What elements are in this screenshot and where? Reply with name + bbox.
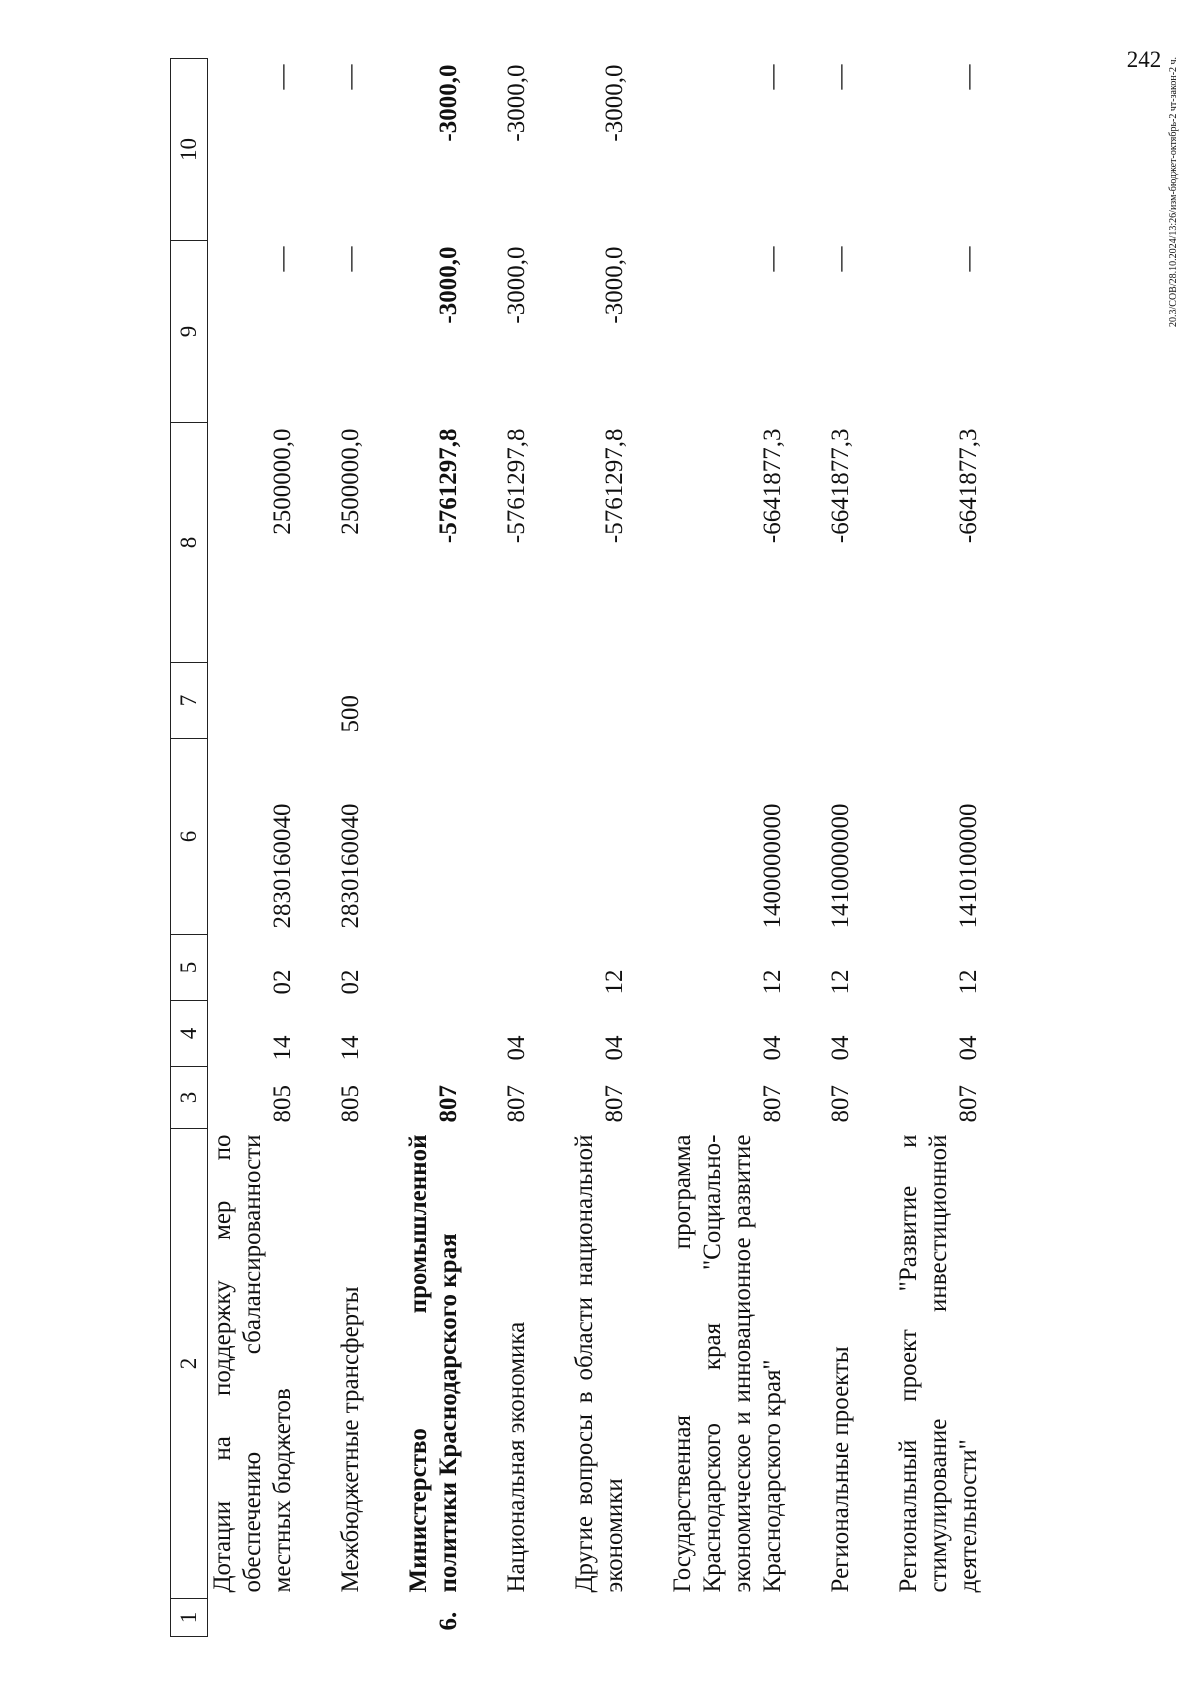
cell-subsection — [502, 935, 532, 1001]
row-spacer — [630, 59, 668, 1637]
spacer-cell — [788, 59, 826, 1637]
cell-ministry-code: 807 — [955, 1085, 982, 1123]
table-row — [404, 59, 464, 1637]
cell-expense-type — [570, 663, 630, 739]
cell-subsection: 02 — [337, 969, 364, 995]
spacer-cell — [366, 59, 404, 1637]
row-name: Дотации на поддержку мер по обеспечению сбалансированности местных бюджетов — [209, 1134, 296, 1593]
cell-amount-2026: — — [337, 64, 364, 90]
header-row — [171, 59, 208, 1637]
cell-expense-type — [208, 663, 299, 739]
spacer-cell — [630, 59, 668, 1637]
header-cell: 10 — [171, 59, 208, 241]
table-row — [502, 59, 532, 1637]
row-number — [826, 1599, 856, 1637]
footer-stamp: 20.3/СОВ/28.10.2024/13:26/изм-бюджет-октябрь-2 чт-закон-2 ч. — [1168, 56, 1179, 327]
row-number — [894, 1599, 984, 1637]
cell-section: 04 — [601, 1035, 628, 1061]
row-name: Государственная программа Краснодарского края "Социально-экономическое и инновационное развитие Краснодарского края" — [669, 1134, 786, 1593]
cell-section: 04 — [955, 1035, 982, 1061]
cell-expense-type — [502, 663, 532, 739]
cell-amount-2025: — — [269, 246, 296, 272]
cell-ministry-code: 807 — [827, 1085, 854, 1123]
cell-amount-2024: 2500000,0 — [337, 428, 364, 535]
cell-amount-2025: -3000,0 — [503, 246, 530, 324]
row-number: 6. — [435, 1611, 462, 1631]
cell-amount-2025: — — [827, 246, 854, 272]
cell-amount-2026: -3000,0 — [503, 64, 530, 142]
row-number — [668, 1599, 788, 1637]
cell-amount-2026: — — [827, 64, 854, 90]
header-cell: 6 — [171, 739, 208, 935]
row-spacer — [464, 59, 502, 1637]
cell-expense-type — [404, 663, 464, 739]
table-row — [336, 59, 366, 1637]
cell-section: 14 — [337, 1035, 364, 1061]
header-cell: 5 — [171, 935, 208, 1001]
header-cell: 2 — [171, 1129, 208, 1599]
row-spacer — [788, 59, 826, 1637]
page-number: 242 — [1126, 46, 1162, 72]
cell-target-article: 2830160040 — [337, 803, 364, 929]
table-row — [894, 59, 984, 1637]
cell-expense-type — [894, 663, 984, 739]
cell-expense-type: 500 — [337, 695, 364, 733]
cell-amount-2024: -6641877,3 — [955, 428, 982, 544]
cell-target-article — [502, 739, 532, 935]
spacer-cell — [856, 59, 894, 1637]
row-name: Национальная экономика — [503, 1321, 530, 1593]
header-cell: 4 — [171, 1001, 208, 1067]
budget-table — [170, 58, 1022, 1637]
cell-amount-2026: -3000,0 — [601, 64, 628, 142]
row-name: Региональные проекты — [827, 1346, 854, 1593]
cell-amount-2025: — — [759, 246, 786, 272]
cell-section: 04 — [759, 1035, 786, 1061]
cell-amount-2024: -6641877,3 — [827, 428, 854, 544]
cell-amount-2026: — — [269, 64, 296, 90]
row-number — [336, 1599, 366, 1637]
table-row — [570, 59, 630, 1637]
cell-target-article — [570, 739, 630, 935]
cell-target-article: 2830160040 — [269, 803, 296, 929]
cell-amount-2024: -5761297,8 — [503, 428, 530, 544]
cell-ministry-code: 807 — [503, 1085, 530, 1123]
row-number — [570, 1599, 630, 1637]
spacer-cell — [298, 59, 336, 1637]
table-row — [668, 59, 788, 1637]
row-spacer — [856, 59, 894, 1637]
cell-target-article: 1410100000 — [955, 803, 982, 929]
cell-amount-2026: — — [759, 64, 786, 90]
row-name: Межбюджетные трансферты — [337, 1286, 364, 1593]
spacer-cell — [984, 59, 1022, 1637]
table-row — [826, 59, 856, 1637]
cell-ministry-code: 807 — [601, 1085, 628, 1123]
cell-section: 14 — [269, 1035, 296, 1061]
cell-subsection: 02 — [269, 969, 296, 995]
row-name: Другие вопросы в области национальной экономики — [571, 1134, 628, 1593]
cell-section: 04 — [827, 1035, 854, 1061]
spacer-cell — [532, 59, 570, 1637]
cell-amount-2024: -6641877,3 — [759, 428, 786, 544]
cell-amount-2025: -3000,0 — [435, 246, 462, 324]
cell-target-article — [404, 739, 464, 935]
header-cell: 7 — [171, 663, 208, 739]
cell-subsection: 12 — [601, 969, 628, 995]
row-name: Министерство промышленной политики Краснодарского края — [405, 1134, 462, 1593]
header-cell: 9 — [171, 241, 208, 423]
cell-section — [404, 1001, 464, 1067]
cell-target-article: 1410000000 — [827, 803, 854, 929]
cell-section: 04 — [503, 1035, 530, 1061]
row-number — [502, 1599, 532, 1637]
cell-subsection: 12 — [955, 969, 982, 995]
header-cell: 3 — [171, 1067, 208, 1129]
header-cell: 8 — [171, 423, 208, 663]
row-spacer — [298, 59, 336, 1637]
row-spacer — [984, 59, 1022, 1637]
row-spacer — [366, 59, 404, 1637]
row-name: Региональный проект "Развитие и стимулирование инвестиционной деятельности" — [895, 1134, 982, 1593]
row-spacer — [532, 59, 570, 1637]
spacer-cell — [464, 59, 502, 1637]
cell-amount-2024: -5761297,8 — [601, 428, 628, 544]
cell-amount-2026: -3000,0 — [435, 64, 462, 142]
cell-expense-type — [826, 663, 856, 739]
cell-ministry-code: 805 — [269, 1085, 296, 1123]
header-cell: 1 — [171, 1599, 208, 1637]
row-number — [208, 1599, 299, 1637]
cell-ministry-code: 807 — [759, 1085, 786, 1123]
cell-amount-2025: — — [955, 246, 982, 272]
cell-amount-2024: -5761297,8 — [435, 428, 462, 544]
table-row — [208, 59, 299, 1637]
cell-subsection — [404, 935, 464, 1001]
cell-subsection: 12 — [827, 969, 854, 995]
cell-subsection: 12 — [759, 969, 786, 995]
table-body — [208, 59, 1023, 1637]
cell-target-article: 1400000000 — [759, 803, 786, 929]
cell-amount-2024: 2500000,0 — [269, 428, 296, 535]
cell-expense-type — [668, 663, 788, 739]
cell-amount-2026: — — [955, 64, 982, 90]
cell-amount-2025: — — [337, 246, 364, 272]
cell-ministry-code: 805 — [337, 1085, 364, 1123]
cell-amount-2025: -3000,0 — [601, 246, 628, 324]
cell-ministry-code: 807 — [435, 1085, 462, 1123]
